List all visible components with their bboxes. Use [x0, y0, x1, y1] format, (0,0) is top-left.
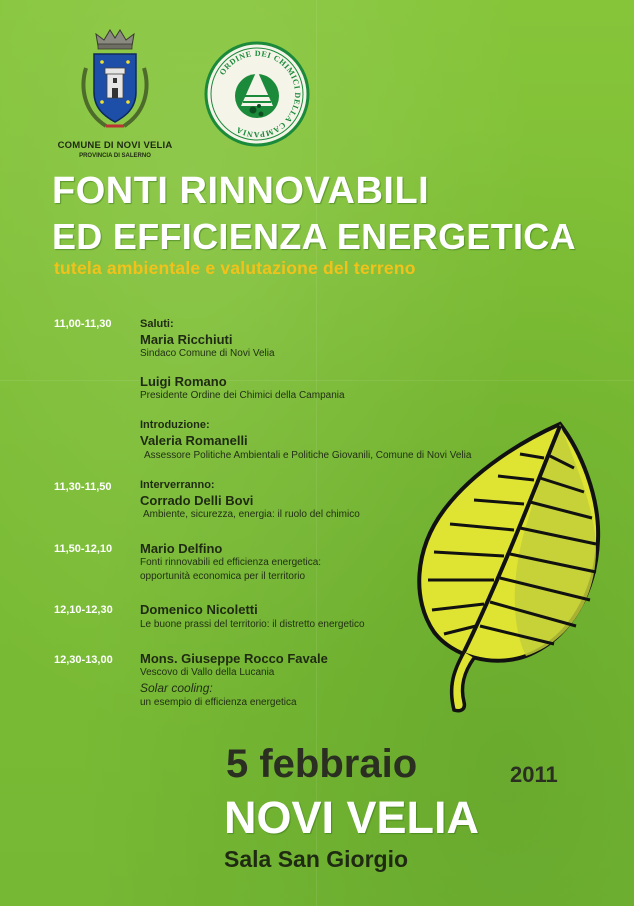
speaker-name: Corrado Delli Bovi: [140, 493, 254, 508]
municipal-crest-icon: [76, 28, 154, 140]
leaf-illustration: [404, 420, 604, 720]
poster-title-line1: FONTI RINNOVABILI: [52, 170, 430, 212]
speaker-name: Luigi Romano: [140, 374, 227, 389]
paper-crease: [0, 380, 634, 381]
comune-name: COMUNE DI NOVI VELIA: [57, 140, 173, 151]
event-year: 2011: [510, 762, 558, 787]
slot-time: 11,00-11,30: [54, 318, 112, 330]
speaker-name: Domenico Nicoletti: [140, 602, 258, 617]
seal-text: ORDINE DEI CHIMICI DELLA CAMPANIA: [217, 48, 303, 140]
slot-time: 12,30-13,00: [54, 654, 113, 666]
slot-label: Interverranno:: [140, 479, 215, 491]
speaker-role: Sindaco Comune di Novi Velia: [140, 348, 275, 359]
speaker-role: Presidente Ordine dei Chimici della Campania: [140, 390, 345, 401]
talk-topic: Fonti rinnovabili ed efficienza energetica:: [140, 557, 322, 568]
event-place: NOVI VELIA: [224, 792, 480, 843]
speaker-name: Mons. Giuseppe Rocco Favale: [140, 651, 328, 666]
speaker-role: Vescovo di Vallo della Lucania: [140, 667, 275, 678]
speaker-name: Valeria Romanelli: [140, 433, 248, 448]
talk-topic: un esempio di efficienza energetica: [140, 697, 297, 708]
poster-title-line2: ED EFFICIENZA ENERGETICA: [52, 216, 576, 257]
speaker-name: Maria Ricchiuti: [140, 332, 233, 347]
speaker-role: Assessore Politiche Ambientali e Politiche Giovanili, Comune di Novi Velia: [144, 450, 472, 461]
poster-subtitle: tutela ambientale e valutazione del terreno: [54, 258, 416, 278]
speaker-name: Mario Delfino: [140, 541, 223, 556]
event-date: 5 febbraio: [226, 742, 418, 786]
chemists-order-seal-icon: [203, 40, 311, 148]
slot-time: 11,50-12,10: [54, 543, 113, 555]
talk-topic: Le buone prassi del territorio: il distretto energetico: [140, 619, 365, 630]
event-venue: Sala San Giorgio: [224, 846, 409, 872]
intro-label: Introduzione:: [140, 419, 210, 431]
provincia-label: PROVINCIA DI SALERNO: [79, 153, 151, 159]
talk-topic: opportunità economica per il territorio: [140, 571, 306, 582]
talk-title: Solar cooling:: [140, 681, 213, 695]
slot-label: Saluti:: [140, 318, 174, 330]
slot-time: 12,10-12,30: [54, 604, 113, 616]
talk-topic: Ambiente, sicurezza, energia: il ruolo del chimico: [143, 509, 360, 520]
slot-time: 11,30-11,50: [54, 481, 112, 493]
